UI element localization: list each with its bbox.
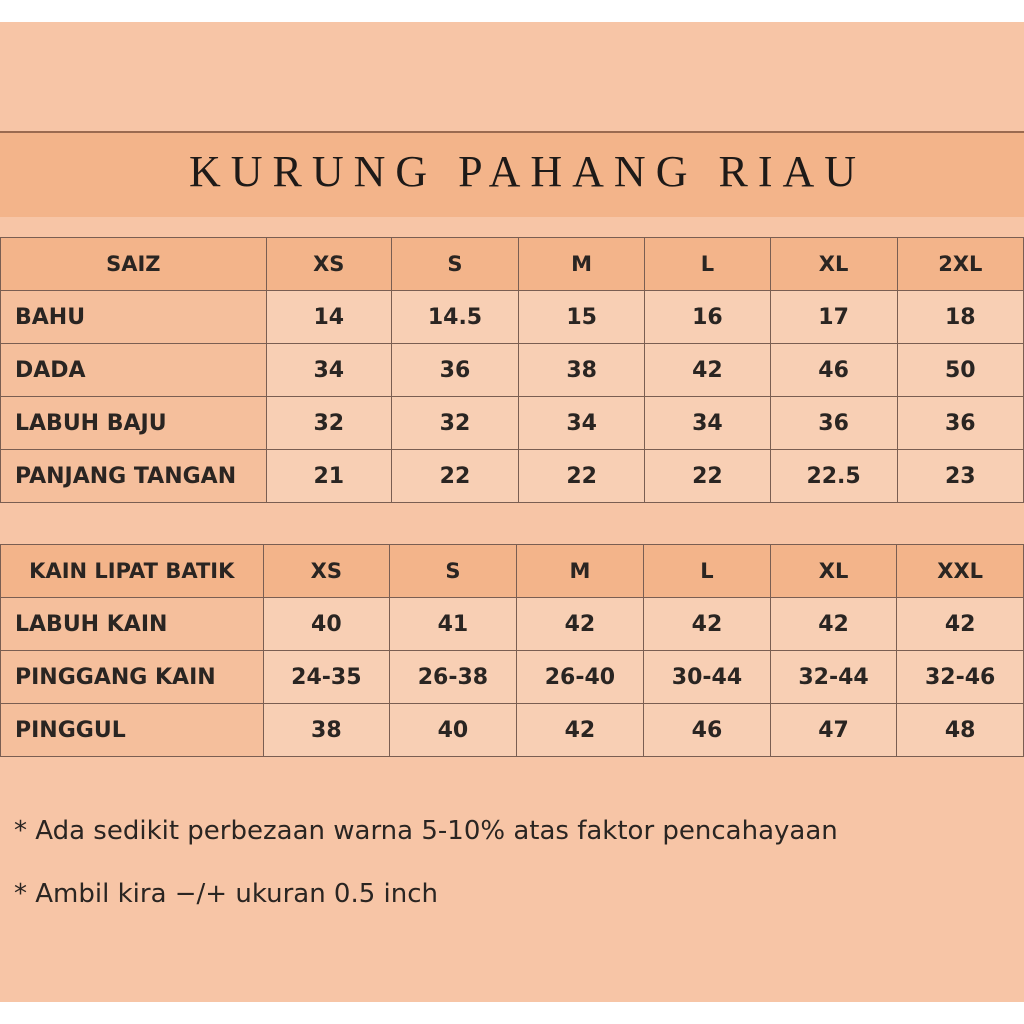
header-cell: M: [516, 545, 643, 598]
table-row: [1, 450, 1024, 503]
table-header-row: [1, 238, 1024, 291]
table-cell: 38: [263, 704, 390, 757]
table-cell: 22: [645, 450, 770, 503]
row-label: PANJANG TANGAN: [1, 450, 267, 503]
table-cell: 16: [645, 291, 770, 344]
header-cell: XS: [266, 238, 391, 291]
table-cell: 21: [266, 450, 391, 503]
header-cell: XL: [770, 545, 897, 598]
header-cell: XL: [770, 238, 897, 291]
header-cell: XXL: [897, 545, 1024, 598]
header-cell: M: [519, 238, 645, 291]
table-cell: 34: [519, 397, 645, 450]
table-cell: 48: [897, 704, 1024, 757]
table-row: [1, 344, 1024, 397]
table-cell: 32: [266, 397, 391, 450]
measurement-tolerance-note: * Ambil kira −/+ ukuran 0.5 inch: [14, 879, 439, 909]
baju-size-table: [0, 237, 1024, 503]
table-cell: 30-44: [644, 651, 771, 704]
table-cell: 17: [770, 291, 897, 344]
table-cell: 38: [519, 344, 645, 397]
table-cell: 42: [516, 704, 643, 757]
header-cell: 2XL: [897, 238, 1023, 291]
header-cell: L: [644, 545, 771, 598]
row-label: LABUH KAIN: [1, 598, 264, 651]
table-cell: 40: [263, 598, 390, 651]
table-cell: 32: [391, 397, 518, 450]
table-cell: 42: [645, 344, 770, 397]
table-cell: 32-46: [897, 651, 1024, 704]
table-cell: 34: [645, 397, 770, 450]
header-cell: KAIN LIPAT BATIK: [1, 545, 264, 598]
table-row: [1, 291, 1024, 344]
table-cell: 46: [644, 704, 771, 757]
kain-size-table: [0, 544, 1024, 757]
row-label: DADA: [1, 344, 267, 397]
table-cell: 42: [897, 598, 1024, 651]
table-cell: 36: [391, 344, 518, 397]
table-header-row: [1, 545, 1024, 598]
table-cell: 24-35: [263, 651, 390, 704]
table-cell: 32-44: [770, 651, 897, 704]
table-cell: 42: [644, 598, 771, 651]
table-cell: 26-38: [390, 651, 517, 704]
table-cell: 22: [391, 450, 518, 503]
table-cell: 26-40: [516, 651, 643, 704]
table-cell: 47: [770, 704, 897, 757]
table-cell: 46: [770, 344, 897, 397]
row-label: BAHU: [1, 291, 267, 344]
row-label: PINGGUL: [1, 704, 264, 757]
table-row: [1, 651, 1024, 704]
table-row: [1, 704, 1024, 757]
table-cell: 14.5: [391, 291, 518, 344]
table-cell: 34: [266, 344, 391, 397]
table-cell: 14: [266, 291, 391, 344]
header-cell: XS: [263, 545, 390, 598]
table-cell: 36: [770, 397, 897, 450]
table-row: [1, 598, 1024, 651]
table-cell: 36: [897, 397, 1023, 450]
color-disclaimer-note: * Ada sedikit perbezaan warna 5-10% atas faktor pencahayaan: [14, 816, 838, 846]
header-cell: SAIZ: [1, 238, 267, 291]
table-cell: 42: [516, 598, 643, 651]
table-cell: 22: [519, 450, 645, 503]
table-cell: 22.5: [770, 450, 897, 503]
table-cell: 41: [390, 598, 517, 651]
row-label: LABUH BAJU: [1, 397, 267, 450]
table-cell: 50: [897, 344, 1023, 397]
table-cell: 18: [897, 291, 1023, 344]
table-cell: 40: [390, 704, 517, 757]
header-cell: S: [390, 545, 517, 598]
row-label: PINGGANG KAIN: [1, 651, 264, 704]
header-cell: L: [645, 238, 770, 291]
table-row: [1, 397, 1024, 450]
table-cell: 42: [770, 598, 897, 651]
table-cell: 23: [897, 450, 1023, 503]
table-cell: 15: [519, 291, 645, 344]
chart-title: KURUNG PAHANG RIAU: [188, 147, 867, 196]
header-cell: S: [391, 238, 518, 291]
